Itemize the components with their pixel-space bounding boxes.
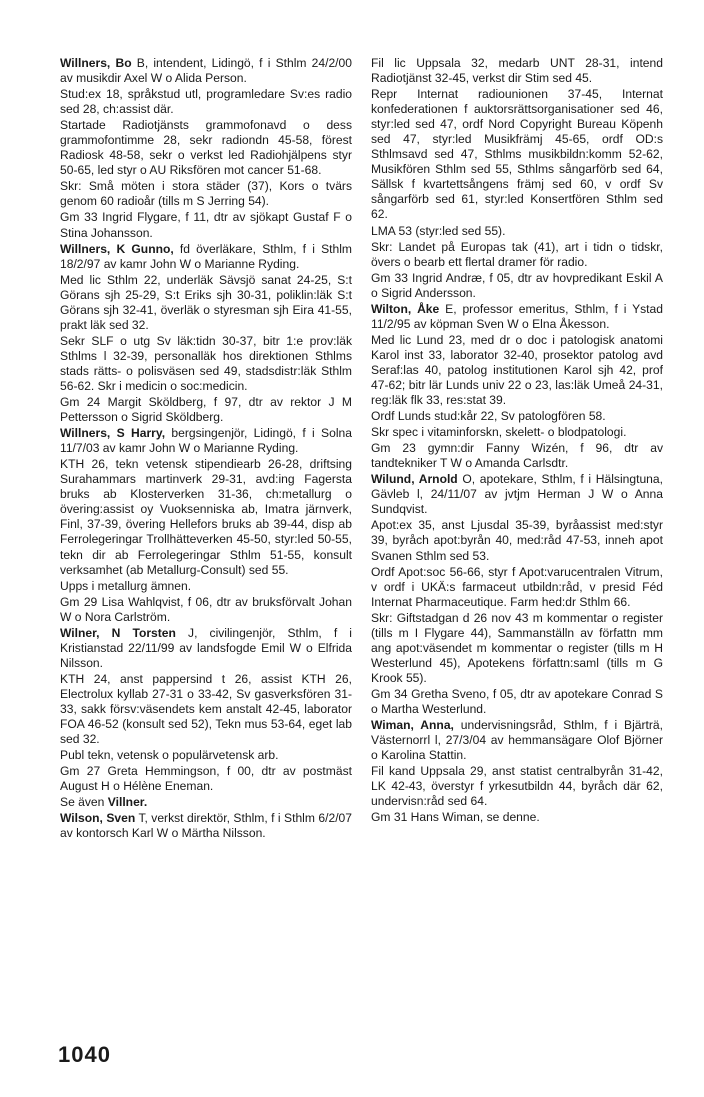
- entry-name: Wiman, Anna,: [371, 718, 454, 733]
- left-column: [60, 56, 352, 842]
- biography-entry: [371, 302, 663, 332]
- entry-summary: fd överläkare, Sthlm, f i Sthlm 18/2/97 av kamr John W o Marianne Ryding.: [60, 241, 352, 271]
- entry-name: Willners, Bo: [60, 56, 132, 70]
- biography-entry: [60, 811, 352, 841]
- right-column: [371, 56, 663, 826]
- entry-name: Willners, K Gunno,: [60, 241, 174, 256]
- entry-paragraph: Gm 34 Gretha Sveno, f 05, dtr av apotekare Conrad S o Martha Westerlund.: [371, 686, 663, 716]
- entry-paragraph: Skr spec i vitaminforskn, skelett- o blodpatologi.: [371, 425, 627, 440]
- biography-entry: [60, 626, 352, 671]
- entry-paragraph: Fil lic Uppsala 32, medarb UNT 28-31, intend Radiotjänst 32-45, verkst dir Stim sed 45.: [371, 56, 663, 86]
- entry-paragraph: LMA 53 (styr:led sed 55).: [371, 223, 506, 238]
- entry-summary: undervisningsråd, Sthlm, f i Bjärträ, Västernorrl l, 27/3/04 av hemmansägare Olof Björner o Karolina Stattin.: [371, 718, 663, 763]
- entry-paragraph: Gm 33 Ingrid Andræ, f 05, dtr av hovpredikant Eskil A o Sigrid Andersson.: [371, 270, 663, 300]
- biography-entry: [60, 426, 352, 456]
- entry-summary: T, verkst direktör, Sthlm, f i Sthlm 6/2/07 av kontorsch Karl W o Märtha Nilsson.: [60, 811, 353, 841]
- biography-entry: [60, 242, 352, 272]
- entry-paragraph: Med lic Lund 23, med dr o doc i patologisk anatomi Karol inst 33, laborator 32-40, prosektor patolog avd Seraf:las 40, patolog institutionen Karol sjh 42, prof 47-62; bitr lär Lunds univ 22 o 23, las:läk Umeå 24-31, reg:läk flk 33, res:stat 39.: [371, 332, 663, 408]
- biography-entry: [60, 56, 352, 86]
- entry-paragraph: Sekr SLF o utg Sv läk:tidn 30-37, bitr 1:e prov:läk Sthlms l 32-39, personalläk hos direktionen Sthlms stads rätts- o polisväsen sed 49, stadsdistr:läk Sthlm 56-62. Skr i medicin o soc:medicin.: [60, 333, 352, 393]
- entry-name: Willners, S Harry,: [60, 426, 166, 441]
- biography-entry: [371, 718, 663, 763]
- entry-paragraph: Publ tekn, vetensk o populärvetensk arb.: [60, 748, 279, 763]
- entry-paragraph: Gm 23 gymn:dir Fanny Wizén, f 96, dtr av tandtekniker T W o Amanda Carlsdtr.: [371, 441, 663, 471]
- entry-paragraph: Gm 33 Ingrid Flygare, f 11, dtr av sjökapt Gustaf F o Stina Johansson.: [60, 210, 352, 240]
- entry-name: Wilton, Åke: [371, 301, 440, 316]
- biography-entry: [371, 472, 663, 517]
- entry-paragraph: Stud:ex 18, språkstud utl, programledare Sv:es radio sed 28, ch:assist där.: [60, 87, 352, 117]
- entry-paragraph: Gm 24 Margit Sköldberg, f 97, dtr av rektor J M Pettersson o Sigrid Sköldberg.: [60, 395, 352, 425]
- page-number: 1040: [58, 1042, 111, 1067]
- entry-paragraph: Gm 27 Greta Hemmingson, f 00, dtr av postmäst August H o Hélène Eneman.: [60, 764, 352, 794]
- entry-summary: J, civilingenjör, Sthlm, f i Kristianstad 22/11/99 av landsfogde Emil W o Elfrida Nilsson.: [60, 625, 352, 670]
- entry-paragraph: Upps i metallurg ämnen.: [60, 578, 192, 593]
- entry-paragraph: Gm 29 Lisa Wahlqvist, f 06, dtr av bruksförvalt Johan W o Nora Carlström.: [60, 594, 352, 624]
- entry-paragraph: Fil kand Uppsala 29, anst statist centralbyrån 31-42, LK 42-43, överstyr f yrkesutbildn 44, byråch där 62, undervisn:råd sed 64.: [371, 764, 663, 809]
- entry-name: Wilson, Sven: [60, 811, 136, 826]
- entry-name: Wilund, Arnold: [371, 472, 458, 487]
- entry-paragraph: Startade Radiotjänsts grammofonavd o dess grammofontimme 28, sekr radiondn 45-58, förest Radiosk 48-58, sekr o verkst led Radiohjälpens styr 50-65, led styr o AU Riksfören mot cancer 51-68.: [60, 118, 352, 178]
- entry-summary: bergsingenjör, Lidingö, f i Solna 11/7/03 av kamr John W o Marianne Ryding.: [60, 426, 352, 456]
- entry-paragraph: Gm 31 Hans Wiman, se denne.: [371, 810, 540, 825]
- cross-reference-label: Se även: [60, 795, 108, 810]
- entry-paragraph: Skr: Små möten i stora städer (37), Kors o tvärs genom 60 radioår (tills m S Jerring 54).: [60, 179, 352, 209]
- cross-reference: [60, 795, 352, 810]
- entry-paragraph: Ordf Lunds stud:kår 22, Sv patologfören 58.: [371, 409, 606, 424]
- entry-paragraph: Skr: Landet på Europas tak (41), art i tidn o tidskr, övers o bearb ett flertal dramer för radio.: [371, 239, 663, 269]
- entry-paragraph: KTH 26, tekn vetensk stipendiearb 26-28, driftsing Surahammars martinverk 29-31, avd:ing Fagersta bruks ab Klosterverken 31-36, ch:metallurg o övering:assist oy Vuoksenniska ab, Imatra järnverk, Finl, 37-39, övering Hellefors bruks ab 39-44, disp ab Ferrolegeringar Trollhätteverken 45-50, styr:led 50-55, tekn dir ab Ferrolegeringar Sthlm 51-55, konsult verksamhet (ab Metallurg-Consult) sed 55.: [60, 457, 352, 577]
- entry-name: Wilner, N Torsten: [60, 625, 176, 640]
- cross-reference-target: Villner.: [107, 795, 148, 810]
- entry-paragraph: Repr Internat radiounionen 37-45, Internat konfederationen f auktorsrättsorganisationer sed 46, styr:led sed 47, ordf Nord Copyright Bureau Köpenh sed 47, styr:led Musikfrämj 45-65, ordf OD:s Sthlmsavd sed 47, Sthlms musikbildn:komm 52-62, Musikfören Sthlm sed 55, Sthlms sångarförb sed 64, Sällsk f kvartettsångens främj sed 60, v ordf Sv sångarförb sed 61, styr:led Konsertfören Sthlm sed 62.: [371, 87, 663, 222]
- entry-summary: B, intendent, Lidingö, f i Sthlm 24/2/00 av musikdir Axel W o Alida Person.: [60, 56, 352, 86]
- entry-paragraph: Skr: Giftstadgan d 26 nov 43 m kommentar o register (tills m I Flygare 44), Sammanställn av författn mm ang apot:väsendet m kommentar o register (tills m H Westerlund 45), Apotekens författn:saml (tills m G Krook 55).: [371, 610, 663, 685]
- entry-paragraph: Ordf Apot:soc 56-66, styr f Apot:varucentralen Vitrum, v ordf i UKÄ:s farmaceut utbildn:råd, v presid Féd Internat Pharmaceutique. Farm hed:dr Sthlm 66.: [371, 564, 663, 609]
- entry-summary: O, apotekare, Sthlm, f i Hälsingtuna, Gävleb l, 24/11/07 av jvtjm Herman J W o Anna Sundqvist.: [371, 472, 663, 517]
- entry-paragraph: KTH 24, anst pappersind t 26, assist KTH 26, Electrolux kyllab 27-31 o 33-42, Sv gasverksfören 31-33, sakk försv:väsendets kem anstalt 42-45, laborator FOA 46-52 (konsult sed 52), Tekn mus 53-64, eget lab sed 32.: [60, 671, 352, 747]
- entry-paragraph: Apot:ex 35, anst Ljusdal 35-39, byråassist med:styr 39, byråch apot:byrån 40, med:råd 47-53, inneh apot Svanen Sthlm sed 53.: [371, 518, 663, 563]
- entry-paragraph: Med lic Sthlm 22, underläk Sävsjö sanat 24-25, S:t Görans sjh 25-29, S:t Eriks sjh 30-31, poliklin:läk S:t Görans sjh 32-41, överläk o styresman sjh Eira 41-55, prakt läk sed 32.: [60, 272, 352, 332]
- entry-summary: E, professor emeritus, Sthlm, f i Ystad 11/2/95 av köpman Sven W o Elna Åkesson.: [371, 301, 663, 331]
